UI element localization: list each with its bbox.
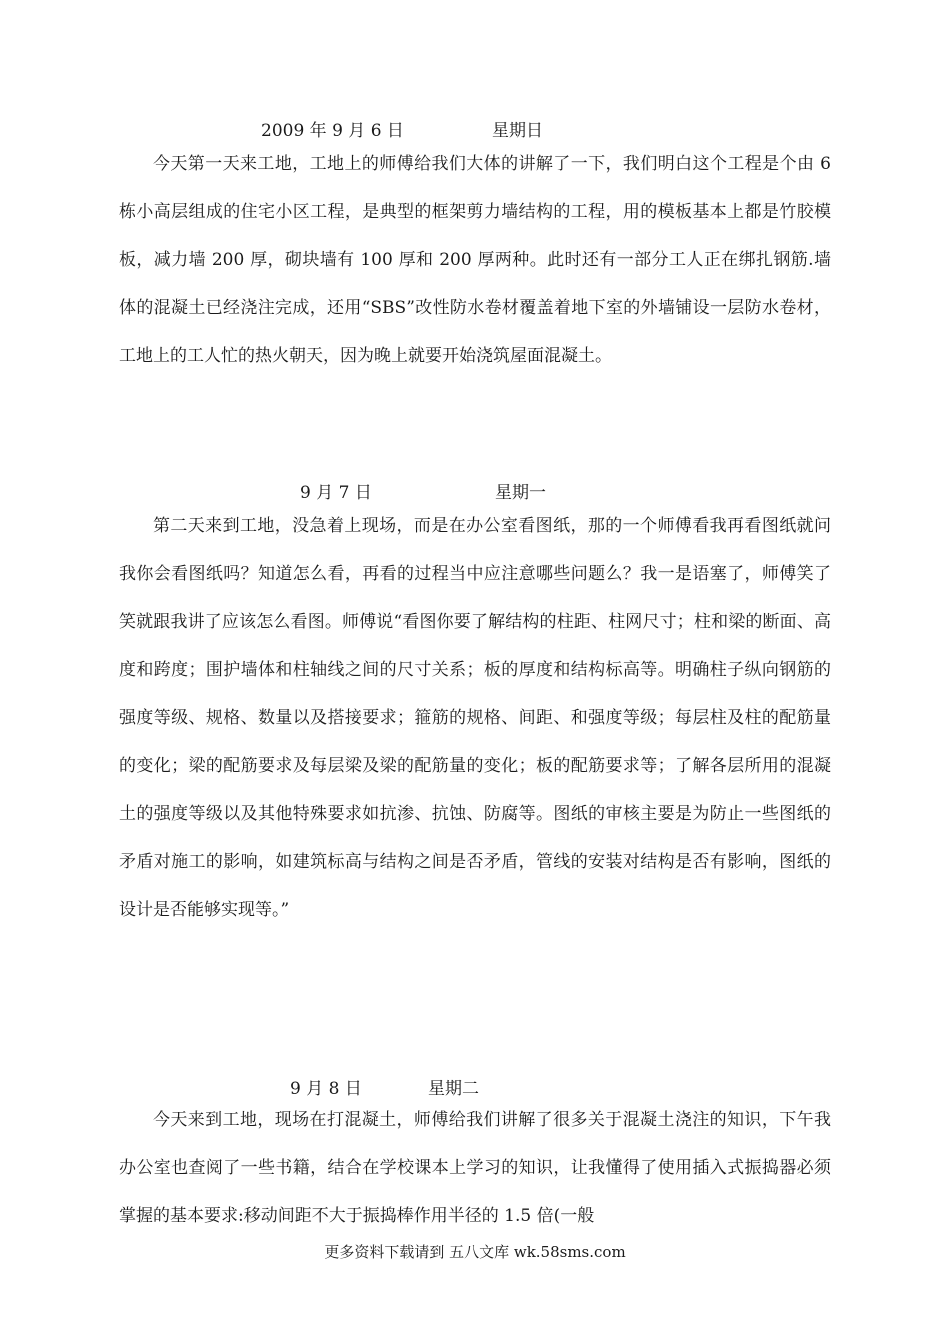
entry-weekday: 星期二 [428,1079,479,1099]
entry-date: 9 月 7 日 [300,483,372,503]
entry-date: 9 月 8 日 [290,1079,362,1099]
entry-weekday: 星期日 [492,121,543,141]
entry-date: 2009 年 9 月 6 日 [261,121,404,141]
footer-source-link: 更多资料下载请到 五八文库 wk.58sms.com [324,1243,626,1261]
entry-body: 今天来到工地，现场在打混凝土，师傅给我们讲解了很多关于混凝土浇注的知识，下午我办公室也查阅了一些书籍，结合在学校课本上学习的知识，让我懂得了使用插入式振捣器必须掌握的基本要求:移动间距不大于振捣棒作用半径的 1.5 倍(一般 [119,1110,831,1226]
entry-body: 第二天来到工地，没急着上现场，而是在办公室看图纸，那的一个师傅看我再看图纸就问我你会看图纸吗？知道怎么看，再看的过程当中应注意哪些问题么？我一是语塞了，师傅笑了笑就跟我讲了应该怎么看图。师傅说“看图你要了解结构的柱距、柱网尺寸；柱和梁的断面、高度和跨度；围护墙体和柱轴线之间的尺寸关系；板的厚度和结构标高等。明确柱子纵向钢筋的强度等级、规格、数量以及搭接要求；箍筋的规格、间距、和强度等级；每层柱及柱的配筋量的变化；梁的配筋要求及每层梁及梁的配筋量的变化；板的配筋要求等；了解各层所用的混凝土的强度等级以及其他特殊要求如抗渗、抗蚀、防腐等。图纸的审核主要是为防止一些图纸的矛盾对施工的影响，如建筑标高与结构之间是否矛盾，管线的安装对结构是否有影响，图纸的设计是否能够实现等。” [119,516,831,920]
entry-body: 今天第一天来工地，工地上的师傅给我们大体的讲解了一下，我们明白这个工程是个由 6 栋小高层组成的住宅小区工程，是典型的框架剪力墙结构的工程，用的模板基本上都是竹胶模板，减力墙 200 厚，砌块墙有 100 厚和 200 厚两种。此时还有一部分工人正在绑扎钢筋.墙体的混凝土已经浇注完成，还用“SBS”改性防水卷材覆盖着地下室的外墙铺设一层防水卷材，工地上的工人忙的热火朝天，因为晚上就要开始浇筑屋面混凝土。 [119,154,831,366]
entry-weekday: 星期一 [495,483,546,503]
